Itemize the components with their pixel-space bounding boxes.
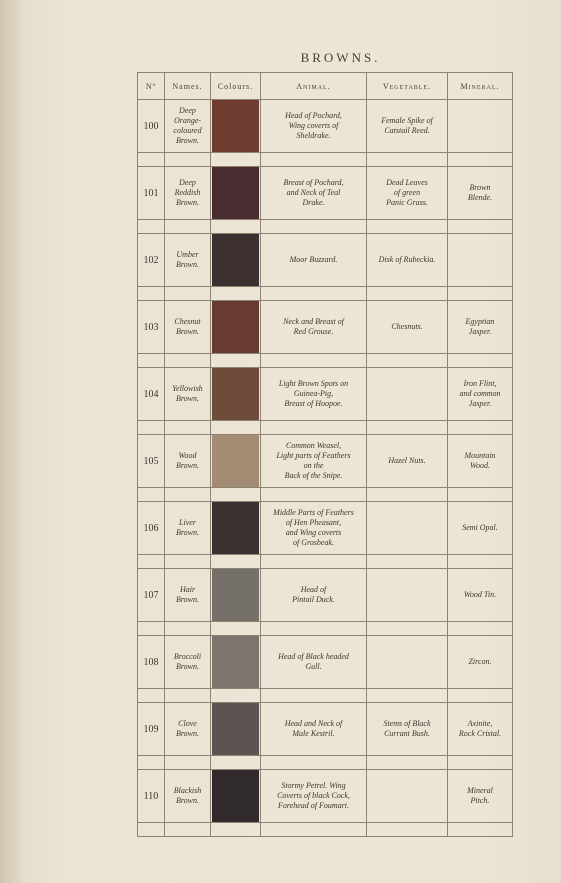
spacer-row (138, 823, 513, 837)
animal-line: Breast of Pochard, (283, 178, 344, 187)
animal-example (261, 636, 367, 689)
spacer-cell (367, 756, 448, 770)
colour-swatch (212, 435, 259, 488)
spacer-cell (367, 823, 448, 837)
spacer-cell (367, 287, 448, 301)
animal-example (261, 569, 367, 622)
animal-example (261, 703, 367, 756)
colour-swatch (212, 234, 259, 287)
table-row (138, 167, 513, 220)
header-animal: Animal. (261, 73, 367, 100)
spacer-cell (211, 823, 261, 837)
vegetable-example (367, 167, 448, 220)
vegetable-line: Currant Bush. (384, 729, 430, 738)
table-row (138, 234, 513, 287)
name-line: Brown. (175, 796, 200, 805)
header-vegetable: Vegetable. (367, 73, 448, 100)
animal-line: Red Grouse. (293, 327, 334, 336)
vegetable-example (367, 234, 448, 287)
spacer-cell (211, 354, 261, 368)
spacer-cell (261, 622, 367, 636)
vegetable-example (367, 100, 448, 153)
colour-swatch-cell (211, 502, 261, 555)
page-title: BROWNS. (300, 50, 381, 65)
name-line: Brown. (175, 327, 200, 336)
mineral-example (448, 703, 513, 756)
spacer-cell (165, 823, 211, 837)
animal-line: Forehead of Foumart. (277, 801, 350, 810)
colour-swatch (212, 301, 259, 354)
spacer-cell (367, 153, 448, 167)
animal-example (261, 435, 367, 488)
animal-line: Head of Black headed (278, 652, 349, 661)
colour-name (165, 234, 211, 287)
mineral-example (448, 435, 513, 488)
colour-swatch-cell (211, 703, 261, 756)
spacer-cell (367, 622, 448, 636)
spacer-cell (261, 555, 367, 569)
spacer-cell (448, 756, 513, 770)
spacer-row (138, 153, 513, 167)
name-line: Deep (179, 106, 196, 115)
spacer-cell (367, 354, 448, 368)
header-mineral: Mineral. (448, 73, 513, 100)
spacer-cell (165, 153, 211, 167)
colour-swatch (212, 569, 259, 622)
colour-name (165, 100, 211, 153)
colour-name (165, 770, 211, 823)
colour-table (137, 72, 513, 837)
colour-swatch (212, 167, 259, 220)
colour-name (165, 636, 211, 689)
colour-name (165, 569, 211, 622)
animal-line: of Hen Pheasant, (285, 518, 342, 527)
spacer-cell (138, 421, 165, 435)
colour-number: 103 (138, 301, 165, 354)
spacer-row (138, 555, 513, 569)
animal-line: Wing coverts of (288, 121, 339, 130)
mineral-line: Semi Opal. (462, 523, 498, 532)
table-row (138, 435, 513, 488)
spacer-cell (165, 220, 211, 234)
spacer-cell (165, 622, 211, 636)
vegetable-line: of green (393, 188, 421, 197)
animal-line: Light Brown Spots on (278, 379, 349, 388)
name-line: Brown. (175, 595, 200, 604)
spacer-cell (138, 689, 165, 703)
spacer-cell (211, 220, 261, 234)
colour-number: 101 (138, 167, 165, 220)
spacer-row (138, 622, 513, 636)
name-line: Wood (178, 451, 197, 460)
animal-example (261, 770, 367, 823)
vegetable-line: Chesnuts. (391, 322, 423, 331)
table-row (138, 502, 513, 555)
colour-swatch-cell (211, 368, 261, 421)
mineral-line: Pitch. (470, 796, 490, 805)
mineral-example (448, 100, 513, 153)
spacer-row (138, 287, 513, 301)
mineral-line: Zircon. (468, 657, 492, 666)
animal-line: Common Weasel, (285, 441, 342, 450)
name-line: Brown. (175, 136, 200, 145)
mineral-line: Mountain (464, 451, 496, 460)
name-line: Liver (179, 518, 196, 527)
colour-swatch (212, 100, 259, 153)
spacer-cell (261, 287, 367, 301)
colour-swatch (212, 703, 259, 756)
mineral-line: Iron Flint, (463, 379, 497, 388)
spacer-cell (138, 622, 165, 636)
animal-line: Back of the Snipe. (284, 471, 343, 480)
name-line: Clove (178, 719, 197, 728)
colour-number: 102 (138, 234, 165, 287)
animal-line: Drake. (302, 198, 325, 207)
spacer-row (138, 689, 513, 703)
spacer-cell (448, 823, 513, 837)
name-line: Blackish (173, 786, 202, 795)
table-row (138, 301, 513, 354)
colour-number: 107 (138, 569, 165, 622)
page-gutter (0, 0, 22, 883)
spacer-cell (448, 287, 513, 301)
animal-example (261, 301, 367, 354)
spacer-cell (138, 220, 165, 234)
colour-number: 106 (138, 502, 165, 555)
name-line: Umber (176, 250, 199, 259)
vegetable-example (367, 301, 448, 354)
colour-number: 105 (138, 435, 165, 488)
header-names: Names. (165, 73, 211, 100)
name-line: Brown. (175, 528, 200, 537)
colour-swatch-cell (211, 301, 261, 354)
colour-swatch (212, 502, 259, 555)
name-line: Hair (179, 585, 196, 594)
colour-number: 108 (138, 636, 165, 689)
colour-name (165, 301, 211, 354)
name-line: Deep (179, 178, 196, 187)
table-body (138, 100, 513, 837)
spacer-cell (261, 220, 367, 234)
name-line: Reddish (174, 188, 201, 197)
mineral-line: Wood. (470, 461, 490, 470)
name-line: Brown. (175, 198, 200, 207)
animal-line: Gull. (305, 662, 322, 671)
mineral-line: Axinite, (467, 719, 493, 728)
colour-swatch-cell (211, 435, 261, 488)
spacer-cell (138, 153, 165, 167)
spacer-cell (448, 689, 513, 703)
spacer-cell (211, 153, 261, 167)
mineral-line: Rock Cristal. (458, 729, 502, 738)
colour-number: 109 (138, 703, 165, 756)
animal-line: Male Kestril. (292, 729, 335, 738)
animal-line: and Wing coverts (285, 528, 342, 537)
vegetable-example (367, 636, 448, 689)
spacer-cell (138, 354, 165, 368)
spacer-cell (138, 823, 165, 837)
table-row (138, 636, 513, 689)
animal-line: Head of Pochard, (285, 111, 342, 120)
animal-line: Stormy Petrel. Wing (281, 781, 346, 790)
spacer-cell (138, 555, 165, 569)
mineral-example (448, 569, 513, 622)
name-line: Brown. (175, 662, 200, 671)
name-line: Brown. (175, 260, 200, 269)
animal-line: Coverts of black Cock, (277, 791, 350, 800)
animal-line: of Grosbeak. (292, 538, 335, 547)
colour-swatch-cell (211, 770, 261, 823)
colour-name (165, 435, 211, 488)
mineral-example (448, 636, 513, 689)
mineral-example (448, 234, 513, 287)
animal-line: Guinea-Pig, (293, 389, 334, 398)
mineral-example (448, 770, 513, 823)
mineral-line: Jasper. (468, 399, 492, 408)
vegetable-example (367, 435, 448, 488)
colour-swatch (212, 368, 259, 421)
name-line: Orange- (173, 116, 202, 125)
spacer-cell (261, 823, 367, 837)
animal-example (261, 100, 367, 153)
spacer-cell (138, 488, 165, 502)
animal-example (261, 167, 367, 220)
colour-number: 100 (138, 100, 165, 153)
spacer-cell (165, 488, 211, 502)
spacer-cell (448, 421, 513, 435)
spacer-cell (165, 555, 211, 569)
table-row (138, 100, 513, 153)
mineral-line: Wood Tin. (463, 590, 497, 599)
spacer-cell (261, 153, 367, 167)
table-row (138, 569, 513, 622)
vegetable-line: Catstail Reed. (384, 126, 430, 135)
colour-name (165, 502, 211, 555)
name-line: Chesnut (174, 317, 201, 326)
colour-number: 110 (138, 770, 165, 823)
header-colours: Colours. (211, 73, 261, 100)
spacer-cell (367, 220, 448, 234)
vegetable-line: Hazel Nuts. (388, 456, 426, 465)
spacer-cell (211, 756, 261, 770)
spacer-cell (211, 622, 261, 636)
spacer-cell (138, 287, 165, 301)
vegetable-line: Dead Leaves (386, 178, 428, 187)
spacer-cell (367, 488, 448, 502)
vegetable-example (367, 703, 448, 756)
name-line: Brown. (175, 461, 200, 470)
animal-example (261, 368, 367, 421)
spacer-row (138, 220, 513, 234)
spacer-cell (448, 354, 513, 368)
spacer-cell (261, 421, 367, 435)
mineral-example (448, 167, 513, 220)
mineral-example (448, 502, 513, 555)
animal-example (261, 234, 367, 287)
spacer-cell (261, 756, 367, 770)
vegetable-line: Panic Grass. (386, 198, 428, 207)
mineral-line: Mineral (467, 786, 493, 795)
mineral-line: Blende. (467, 193, 493, 202)
colour-swatch-cell (211, 167, 261, 220)
table-row (138, 703, 513, 756)
animal-line: Moor Buzzard. (289, 255, 338, 264)
colour-swatch-cell (211, 234, 261, 287)
name-line: Broccoli (173, 652, 202, 661)
animal-example (261, 502, 367, 555)
vegetable-example (367, 502, 448, 555)
vegetable-line: Stems of Black (383, 719, 431, 728)
colour-swatch-cell (211, 569, 261, 622)
colour-name (165, 703, 211, 756)
spacer-cell (165, 421, 211, 435)
spacer-cell (448, 220, 513, 234)
animal-line: Middle Parts of Feathers (273, 508, 354, 517)
spacer-cell (448, 555, 513, 569)
mineral-example (448, 301, 513, 354)
mineral-example (448, 368, 513, 421)
table-row (138, 770, 513, 823)
spacer-cell (165, 287, 211, 301)
colour-swatch (212, 770, 259, 823)
spacer-row (138, 354, 513, 368)
spacer-cell (367, 555, 448, 569)
table-row (138, 368, 513, 421)
spacer-cell (165, 689, 211, 703)
spacer-cell (211, 488, 261, 502)
mineral-line: Jasper. (468, 327, 492, 336)
spacer-row (138, 488, 513, 502)
spacer-cell (448, 622, 513, 636)
header-row (138, 73, 513, 100)
animal-line: Pintail Duck. (292, 595, 335, 604)
spacer-cell (367, 421, 448, 435)
animal-line: Head and Neck of (284, 719, 343, 728)
name-line: Brown. (175, 729, 200, 738)
animal-line: Breast of Hoopoe. (284, 399, 343, 408)
mineral-line: Brown (469, 183, 491, 192)
animal-line: Head of (300, 585, 327, 594)
spacer-cell (261, 354, 367, 368)
spacer-cell (367, 689, 448, 703)
spacer-row (138, 756, 513, 770)
animal-line: and Neck of Teal (286, 188, 341, 197)
spacer-cell (261, 689, 367, 703)
colour-name (165, 167, 211, 220)
animal-line: on the (303, 461, 324, 470)
header-num: Nº (138, 73, 165, 100)
colour-swatch-cell (211, 636, 261, 689)
spacer-cell (261, 488, 367, 502)
vegetable-example (367, 368, 448, 421)
colour-name (165, 368, 211, 421)
animal-line: Neck and Breast of (283, 317, 344, 326)
colour-swatch (212, 636, 259, 689)
mineral-line: and common (459, 389, 501, 398)
spacer-cell (448, 488, 513, 502)
spacer-cell (211, 689, 261, 703)
vegetable-line: Female Spike of (381, 116, 433, 125)
colour-number: 104 (138, 368, 165, 421)
vegetable-line: Disk of Rubeckia. (378, 255, 436, 264)
spacer-cell (448, 153, 513, 167)
name-line: Yellowish (172, 384, 203, 393)
spacer-cell (138, 756, 165, 770)
vegetable-example (367, 569, 448, 622)
colour-swatch-cell (211, 100, 261, 153)
animal-line: Sheldrake. (296, 131, 331, 140)
spacer-cell (165, 354, 211, 368)
spacer-row (138, 421, 513, 435)
spacer-cell (165, 756, 211, 770)
spacer-cell (211, 555, 261, 569)
name-line: coloured (173, 126, 202, 135)
animal-line: Light parts of Feathers (276, 451, 351, 460)
mineral-line: Egyptian (465, 317, 495, 326)
name-line: Brown. (175, 394, 200, 403)
spacer-cell (211, 287, 261, 301)
spacer-cell (211, 421, 261, 435)
vegetable-example (367, 770, 448, 823)
